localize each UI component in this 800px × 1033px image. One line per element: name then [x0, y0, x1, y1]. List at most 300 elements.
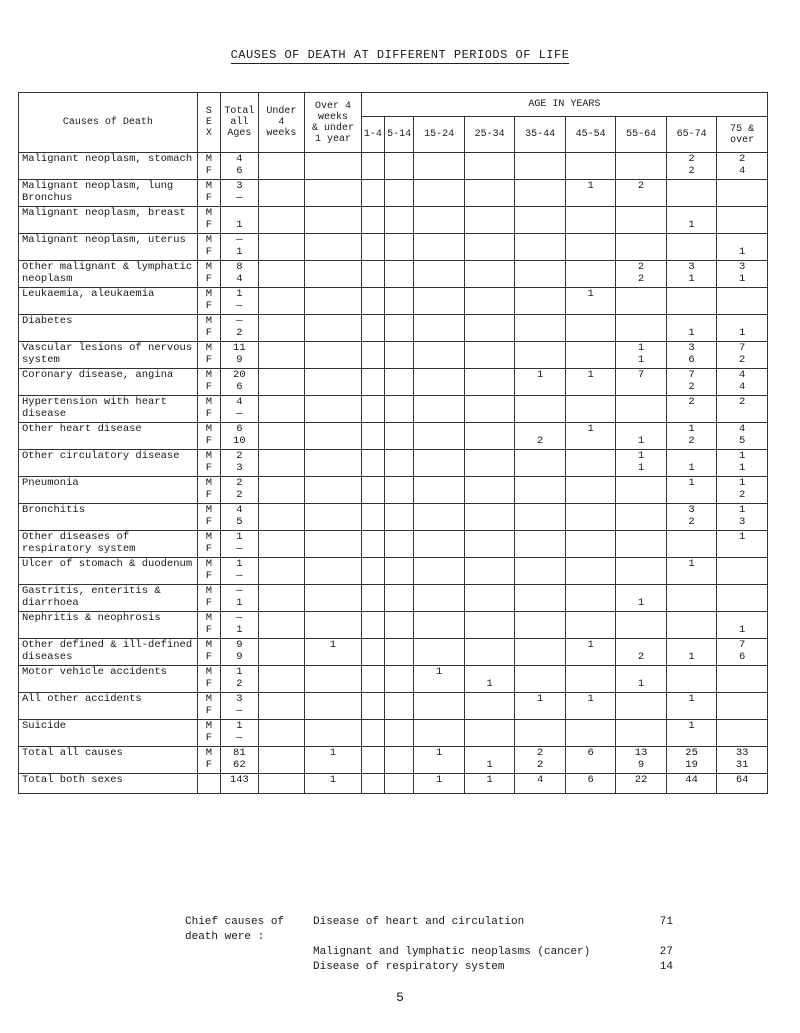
- value-cell: [414, 315, 464, 342]
- male-value: —: [236, 585, 243, 597]
- value-cell: [666, 261, 716, 288]
- cause-cell: Total both sexes: [19, 774, 198, 794]
- female-value: 1: [236, 597, 243, 609]
- value-cell: [258, 153, 304, 180]
- male-value: 1: [236, 558, 243, 570]
- value-cell: [464, 369, 514, 396]
- female-value: 2: [236, 327, 243, 339]
- male-value: 1: [587, 639, 594, 651]
- sex-cell: M F: [197, 315, 220, 342]
- value-cell: [464, 342, 514, 369]
- value-cell: [666, 369, 716, 396]
- male-value: 6: [587, 747, 594, 759]
- value-cell: [414, 450, 464, 477]
- header-sex: S E X: [197, 93, 220, 153]
- male-value: 3: [688, 261, 695, 273]
- header-age-7: 65-74: [666, 117, 716, 153]
- cause-cell: Total all causes: [19, 747, 198, 774]
- value-cell: [515, 612, 565, 639]
- female-value: 1: [637, 678, 645, 690]
- table-row: [19, 450, 768, 477]
- value-cell: [464, 504, 514, 531]
- cause-cell: Gastritis, enteritis & diarrhoea: [19, 585, 198, 612]
- value-cell: [305, 288, 362, 315]
- value-cell: [616, 504, 666, 531]
- value-cell: [220, 639, 258, 666]
- value-cell: [220, 531, 258, 558]
- value-cell: [616, 342, 666, 369]
- header-total: Total all Ages: [220, 93, 258, 153]
- value-cell: [220, 693, 258, 720]
- table-row: [19, 396, 768, 423]
- male-value: 1: [739, 531, 746, 543]
- female-value: —: [236, 300, 243, 312]
- value-cell: [666, 396, 716, 423]
- table-row: [19, 423, 768, 450]
- value-cell: [515, 531, 565, 558]
- value-cell: [565, 693, 615, 720]
- value-cell: [515, 666, 565, 693]
- total-both-row: [19, 774, 768, 794]
- value-cell: [515, 558, 565, 585]
- value-cell: [717, 558, 768, 585]
- sex-cell: M F: [197, 585, 220, 612]
- value-cell: [717, 720, 768, 747]
- value-cell: [717, 315, 768, 342]
- value-cell: 1: [464, 774, 514, 794]
- male-value: 1: [587, 693, 594, 705]
- value-cell: [717, 342, 768, 369]
- value-cell: [384, 720, 413, 747]
- value-cell: [414, 180, 464, 207]
- header-age-0: 1-4: [361, 117, 384, 153]
- value-cell: [717, 153, 768, 180]
- male-value: 3: [739, 261, 746, 273]
- male-value: 1: [329, 639, 337, 651]
- value-cell: [717, 693, 768, 720]
- female-value: 2: [688, 435, 695, 447]
- cause-cell: Malignant neoplasm, breast: [19, 207, 198, 234]
- value-cell: 143: [220, 774, 258, 794]
- value-cell: [515, 693, 565, 720]
- sex-cell: M F: [197, 720, 220, 747]
- value-cell: [414, 585, 464, 612]
- value-cell: [220, 477, 258, 504]
- value-cell: [361, 261, 384, 288]
- value-cell: [717, 180, 768, 207]
- value-cell: [565, 369, 615, 396]
- value-cell: [258, 288, 304, 315]
- sex-cell: M F: [197, 693, 220, 720]
- value-cell: [565, 234, 615, 261]
- value-cell: [384, 747, 413, 774]
- value-cell: [565, 288, 615, 315]
- value-cell: [305, 477, 362, 504]
- value-cell: [717, 666, 768, 693]
- value-cell: [258, 207, 304, 234]
- footer-item-value: 27: [659, 946, 673, 958]
- value-cell: [565, 747, 615, 774]
- male-value: 6: [236, 423, 243, 435]
- value-cell: [464, 720, 514, 747]
- value-cell: [515, 234, 565, 261]
- male-value: 2: [536, 747, 544, 759]
- male-value: 2: [688, 153, 695, 165]
- male-value: 7: [688, 369, 695, 381]
- value-cell: [515, 639, 565, 666]
- value-cell: [414, 693, 464, 720]
- cause-cell: Ulcer of stomach & duodenum: [19, 558, 198, 585]
- value-cell: [666, 585, 716, 612]
- female-value: 2: [236, 489, 243, 501]
- value-cell: [666, 153, 716, 180]
- value-cell: [616, 288, 666, 315]
- footer-item-value: 71: [659, 916, 673, 928]
- female-value: 1: [688, 651, 695, 663]
- value-cell: [464, 315, 514, 342]
- value-cell: [464, 612, 514, 639]
- male-value: 81: [233, 747, 246, 759]
- value-cell: [515, 585, 565, 612]
- female-value: 2: [688, 165, 695, 177]
- value-cell: [361, 369, 384, 396]
- value-cell: [464, 423, 514, 450]
- male-value: 2: [688, 396, 695, 408]
- value-cell: [414, 720, 464, 747]
- male-value: 1: [536, 369, 544, 381]
- value-cell: [258, 531, 304, 558]
- value-cell: [305, 261, 362, 288]
- value-cell: [258, 558, 304, 585]
- male-value: 1: [739, 450, 746, 462]
- value-cell: [565, 666, 615, 693]
- footer-row: [185, 945, 673, 960]
- value-cell: [384, 666, 413, 693]
- female-value: 1: [688, 462, 695, 474]
- value-cell: [515, 261, 565, 288]
- value-cell: [384, 774, 413, 794]
- value-cell: [565, 477, 615, 504]
- male-value: 1: [688, 477, 695, 489]
- male-value: 13: [634, 747, 648, 759]
- value-cell: [220, 720, 258, 747]
- sex-cell: M F: [197, 396, 220, 423]
- value-cell: [220, 747, 258, 774]
- value-cell: [464, 180, 514, 207]
- footer-item-text: Disease of heart and circulation: [313, 916, 525, 928]
- value-cell: [258, 639, 304, 666]
- male-value: —: [236, 315, 243, 327]
- value-cell: 64: [717, 774, 768, 794]
- value-cell: [616, 369, 666, 396]
- female-value: 3: [236, 462, 243, 474]
- value-cell: [464, 261, 514, 288]
- value-cell: [361, 234, 384, 261]
- value-cell: [414, 369, 464, 396]
- female-value: 1: [739, 273, 746, 285]
- value-cell: [384, 153, 413, 180]
- female-value: 2: [637, 273, 645, 285]
- female-value: 2: [536, 759, 544, 771]
- table-row: [19, 180, 768, 207]
- male-value: 1: [587, 369, 594, 381]
- sex-cell: M F: [197, 477, 220, 504]
- sex-cell: M F: [197, 423, 220, 450]
- value-cell: [258, 666, 304, 693]
- value-cell: [220, 504, 258, 531]
- female-value: 1: [486, 759, 493, 771]
- table-row: [19, 234, 768, 261]
- value-cell: [305, 450, 362, 477]
- cause-cell: Suicide: [19, 720, 198, 747]
- female-value: —: [236, 732, 243, 744]
- value-cell: [305, 180, 362, 207]
- value-cell: [666, 288, 716, 315]
- value-cell: [305, 693, 362, 720]
- value-cell: [666, 720, 716, 747]
- value-cell: [565, 423, 615, 450]
- male-value: 1: [236, 720, 243, 732]
- value-cell: [515, 207, 565, 234]
- male-value: 1: [637, 450, 645, 462]
- page-title: CAUSES OF DEATH AT DIFFERENT PERIODS OF LIFE: [230, 48, 570, 62]
- value-cell: [414, 477, 464, 504]
- value-cell: [414, 288, 464, 315]
- value-cell: [666, 423, 716, 450]
- value-cell: [666, 315, 716, 342]
- cause-cell: Diabetes: [19, 315, 198, 342]
- value-cell: [258, 423, 304, 450]
- value-cell: [361, 693, 384, 720]
- value-cell: [464, 207, 514, 234]
- table-row: [19, 261, 768, 288]
- female-value: 4: [739, 381, 746, 393]
- value-cell: [565, 585, 615, 612]
- value-cell: [258, 585, 304, 612]
- value-cell: [384, 261, 413, 288]
- sex-cell: M F: [197, 450, 220, 477]
- value-cell: [565, 315, 615, 342]
- value-cell: [258, 504, 304, 531]
- value-cell: [616, 261, 666, 288]
- female-value: —: [236, 705, 243, 717]
- value-cell: [717, 396, 768, 423]
- table-row: [19, 612, 768, 639]
- value-cell: [384, 207, 413, 234]
- value-cell: [616, 666, 666, 693]
- value-cell: [464, 477, 514, 504]
- value-cell: [616, 720, 666, 747]
- value-cell: [565, 558, 615, 585]
- value-cell: [515, 288, 565, 315]
- value-cell: [717, 585, 768, 612]
- female-value: 31: [735, 759, 749, 771]
- value-cell: [305, 531, 362, 558]
- value-cell: [464, 747, 514, 774]
- value-cell: 4: [515, 774, 565, 794]
- value-cell: [515, 504, 565, 531]
- table-row: [19, 531, 768, 558]
- value-cell: [220, 369, 258, 396]
- female-value: 9: [236, 651, 243, 663]
- value-cell: [414, 531, 464, 558]
- cause-cell: Nephritis & neophrosis: [19, 612, 198, 639]
- male-value: 3: [236, 693, 243, 705]
- value-cell: [717, 369, 768, 396]
- value-cell: [384, 342, 413, 369]
- value-cell: [464, 531, 514, 558]
- value-cell: [717, 423, 768, 450]
- value-cell: [220, 234, 258, 261]
- value-cell: [414, 423, 464, 450]
- value-cell: [361, 342, 384, 369]
- value-cell: [258, 747, 304, 774]
- value-cell: [384, 315, 413, 342]
- value-cell: [361, 315, 384, 342]
- male-value: 25: [685, 747, 698, 759]
- value-cell: [464, 693, 514, 720]
- value-cell: [361, 612, 384, 639]
- male-value: 1: [739, 477, 746, 489]
- value-cell: [384, 180, 413, 207]
- value-cell: [220, 342, 258, 369]
- value-cell: [384, 477, 413, 504]
- value-cell: [361, 180, 384, 207]
- value-cell: [305, 504, 362, 531]
- header-over-4-weeks: Over 4 weeks & under 1 year: [305, 93, 362, 153]
- sex-cell: M F: [197, 747, 220, 774]
- value-cell: [666, 450, 716, 477]
- value-cell: [464, 558, 514, 585]
- female-value: 1: [486, 678, 493, 690]
- value-cell: [414, 342, 464, 369]
- value-cell: [361, 774, 384, 794]
- female-value: 2: [739, 489, 746, 501]
- sex-cell: M F: [197, 369, 220, 396]
- female-value: 5: [236, 516, 243, 528]
- male-value: 3: [236, 180, 243, 192]
- value-cell: [361, 531, 384, 558]
- value-cell: [515, 423, 565, 450]
- value-cell: [384, 585, 413, 612]
- sex-cell: M F: [197, 558, 220, 585]
- value-cell: [305, 666, 362, 693]
- value-cell: [616, 207, 666, 234]
- value-cell: [666, 639, 716, 666]
- value-cell: [666, 747, 716, 774]
- female-value: 9: [637, 759, 645, 771]
- value-cell: [616, 477, 666, 504]
- value-cell: [616, 693, 666, 720]
- value-cell: [361, 288, 384, 315]
- value-cell: [565, 720, 615, 747]
- female-value: 5: [739, 435, 746, 447]
- value-cell: [464, 396, 514, 423]
- value-cell: [258, 396, 304, 423]
- value-cell: [361, 639, 384, 666]
- value-cell: [384, 504, 413, 531]
- value-cell: [305, 234, 362, 261]
- cause-cell: Malignant neoplasm, uterus: [19, 234, 198, 261]
- female-value: 1: [688, 273, 695, 285]
- value-cell: [717, 639, 768, 666]
- value-cell: [305, 315, 362, 342]
- cause-cell: Malignant neoplasm, lung Bronchus: [19, 180, 198, 207]
- value-cell: [565, 261, 615, 288]
- female-value: 62: [233, 759, 246, 771]
- value-cell: [515, 180, 565, 207]
- value-cell: [515, 477, 565, 504]
- male-value: 2: [236, 477, 243, 489]
- value-cell: [258, 342, 304, 369]
- value-cell: [464, 153, 514, 180]
- sex-cell: M F: [197, 504, 220, 531]
- header-cause: Causes of Death: [19, 93, 198, 153]
- female-value: 2: [536, 435, 544, 447]
- table-row: [19, 288, 768, 315]
- value-cell: [220, 558, 258, 585]
- cause-cell: Malignant neoplasm, stomach: [19, 153, 198, 180]
- value-cell: [384, 423, 413, 450]
- value-cell: [384, 234, 413, 261]
- female-value: 1: [236, 219, 243, 231]
- value-cell: [464, 234, 514, 261]
- value-cell: [361, 477, 384, 504]
- value-cell: [565, 450, 615, 477]
- value-cell: [414, 153, 464, 180]
- header-age-3: 25-34: [464, 117, 514, 153]
- footer-label: Chief causes of death were :: [185, 916, 285, 943]
- value-cell: [305, 369, 362, 396]
- value-cell: [565, 180, 615, 207]
- value-cell: [515, 450, 565, 477]
- value-cell: [666, 666, 716, 693]
- value-cell: [361, 558, 384, 585]
- value-cell: [515, 315, 565, 342]
- female-value: 6: [236, 165, 243, 177]
- female-value: 6: [739, 651, 746, 663]
- female-value: 10: [233, 435, 246, 447]
- male-value: 33: [735, 747, 749, 759]
- value-cell: [361, 666, 384, 693]
- value-cell: [258, 180, 304, 207]
- male-value: 8: [236, 261, 243, 273]
- value-cell: [616, 639, 666, 666]
- female-value: 1: [236, 246, 243, 258]
- sex-cell: M F: [197, 261, 220, 288]
- male-value: 4: [236, 396, 243, 408]
- value-cell: [361, 207, 384, 234]
- value-cell: [361, 504, 384, 531]
- female-value: 1: [637, 597, 645, 609]
- male-value: 1: [587, 180, 594, 192]
- male-value: —: [236, 234, 243, 246]
- cause-cell: Other malignant & lymphatic neoplasm: [19, 261, 198, 288]
- value-cell: [305, 612, 362, 639]
- female-value: —: [236, 408, 243, 420]
- value-cell: [384, 288, 413, 315]
- value-cell: [258, 315, 304, 342]
- footer-item-text: Disease of respiratory system: [313, 961, 505, 973]
- value-cell: [220, 153, 258, 180]
- male-value: 1: [435, 666, 443, 678]
- table-row: [19, 558, 768, 585]
- value-cell: [220, 396, 258, 423]
- value-cell: 22: [616, 774, 666, 794]
- table-row: [19, 585, 768, 612]
- female-value: 1: [739, 246, 746, 258]
- value-cell: [666, 504, 716, 531]
